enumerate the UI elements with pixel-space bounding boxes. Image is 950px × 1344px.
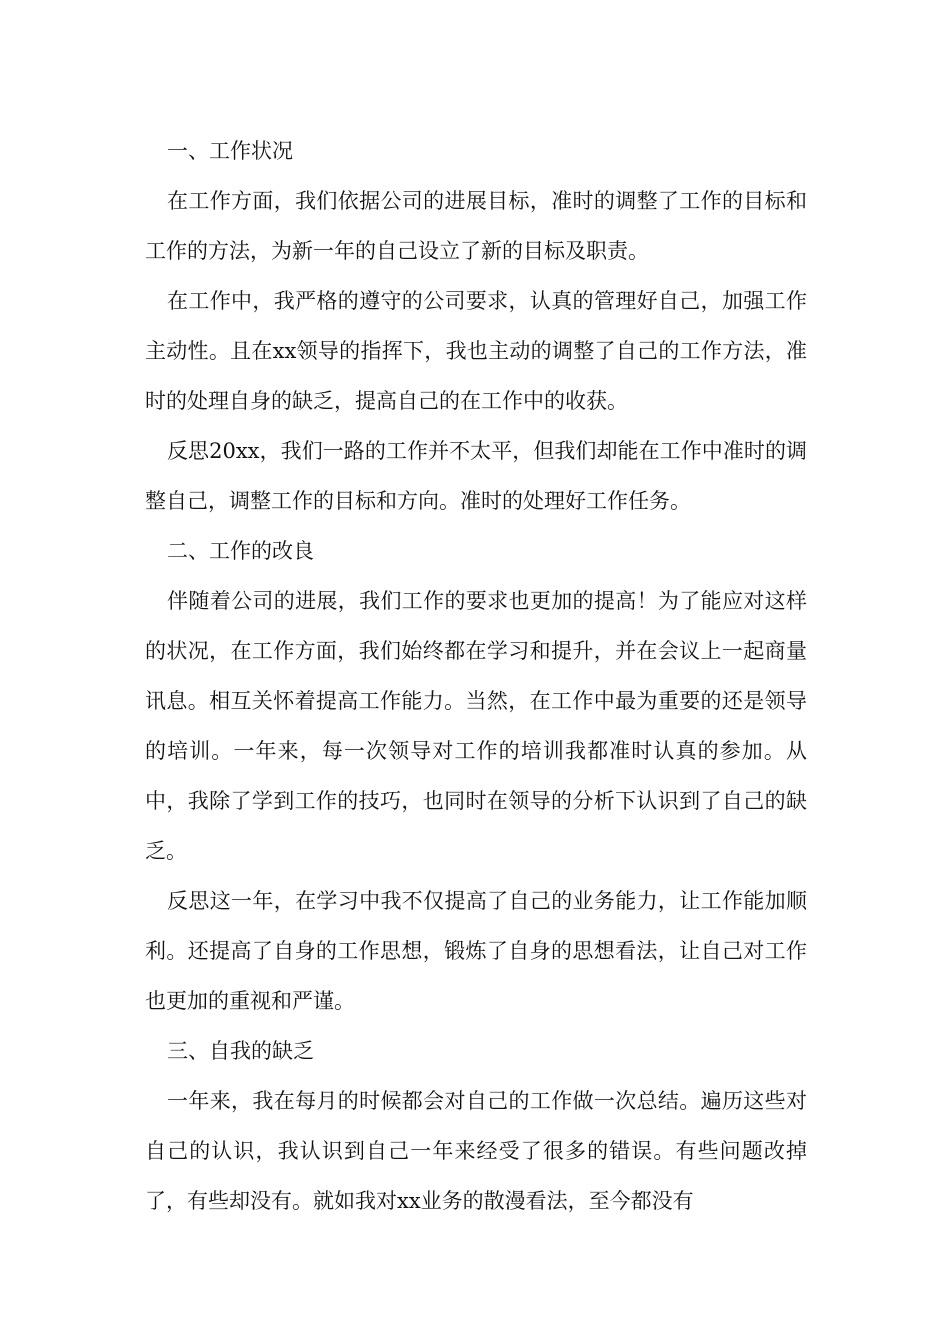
paragraph: 一年来，我在每月的时候都会对自己的工作做一次总结。遍历这些对自己的认识，我认识到自己一年来经受了很多的错误。有些问题改掉了，有些却没有。就如我对xx业务的散漫看法，至今都没有 xyxy=(145,1089,807,1213)
section-heading-self-shortcomings: 三、自我的缺乏 xyxy=(167,1039,314,1063)
section-heading-work-improvement: 二、工作的改良 xyxy=(167,539,314,563)
paragraph: 在工作方面，我们依据公司的进展目标，准时的调整了工作的目标和工作的方法，为新一年的自己设立了新的目标及职责。 xyxy=(145,189,807,263)
section-heading-work-status: 一、工作状况 xyxy=(167,139,293,163)
paragraph: 伴随着公司的进展，我们工作的要求也更加的提高！为了能应对这样的状况，在工作方面，我们始终都在学习和提升，并在会议上一起商量讯息。相互关怀着提高工作能力。当然，在工作中最为重要的还是领导的培训。一年来，每一次领导对工作的培训我都准时认真的参加。从中，我除了学到工作的技巧，也同时在领导的分析下认识到了自己的缺乏。 xyxy=(145,589,807,863)
document-page xyxy=(145,126,807,1226)
paragraph: 反思20xx，我们一路的工作并不太平，但我们却能在工作中准时的调整自己，调整工作的目标和方向。准时的处理好工作任务。 xyxy=(145,439,807,513)
paragraph: 在工作中，我严格的遵守的公司要求，认真的管理好自己，加强工作主动性。且在xx领导的指挥下，我也主动的调整了自己的工作方法，准时的处理自身的缺乏，提高自己的在工作中的收获。 xyxy=(145,289,807,413)
paragraph: 反思这一年，在学习中我不仅提高了自己的业务能力，让工作能加顺利。还提高了自身的工作思想，锻炼了自身的思想看法，让自己对工作也更加的重视和严谨。 xyxy=(145,889,807,1013)
